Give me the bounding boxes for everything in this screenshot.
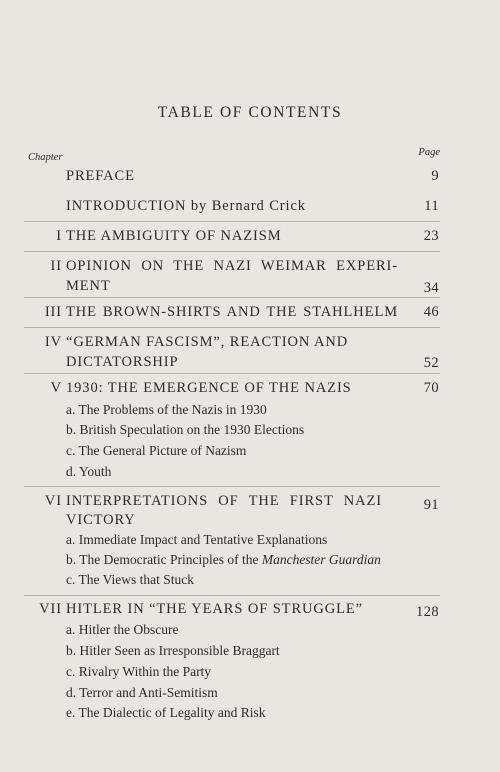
toc-subentry[interactable]: e. The Dialectic of Legality and Risk (66, 705, 266, 720)
page-column-label: Page (418, 147, 440, 158)
toc-subentry[interactable]: d. Terror and Anti-Semitism (66, 685, 218, 700)
toc-subentry[interactable]: d. Youth (66, 464, 112, 479)
entry-page: 11 (424, 198, 439, 214)
toc-subentry[interactable]: b. British Speculation on the 1930 Elections (66, 422, 305, 437)
chapter-number: I (56, 228, 62, 244)
chapter-number: III (44, 304, 62, 320)
divider (24, 486, 440, 487)
toc-subentry[interactable]: c. The General Picture of Nazism (66, 443, 247, 458)
chapter-number: V (50, 380, 62, 396)
page-title: TABLE OF CONTENTS (157, 104, 343, 121)
chapter-number: IV (44, 334, 62, 350)
entry-title-line-2: VICTORY (66, 512, 136, 528)
chapter-number: VI (44, 493, 62, 509)
entry-title-line-1: “GERMAN FASCISM”, REACTION AND (66, 334, 349, 350)
toc-subentry[interactable] (66, 549, 381, 571)
chapter-number: II (50, 258, 62, 274)
entry-page: 34 (423, 280, 439, 296)
entry-title: HITLER IN “THE YEARS OF STRUGGLE” (66, 601, 363, 617)
entry-title-line-2: MENT (66, 278, 111, 294)
divider (24, 595, 440, 596)
toc-subentry[interactable]: a. Immediate Impact and Tentative Explanations (66, 532, 328, 547)
entry-page: 9 (431, 168, 439, 184)
subentry-text: b. The Democratic Principles of the (66, 552, 259, 567)
chapter-number: VII (39, 601, 62, 617)
divider (24, 221, 440, 222)
newspaper-title: Manchester Guardian (261, 552, 381, 567)
divider (24, 251, 440, 252)
toc-subentry[interactable]: a. Hitler the Obscure (66, 622, 179, 637)
toc-subentry[interactable]: a. The Problems of the Nazis in 1930 (66, 402, 267, 417)
entry-title-line-1: OPINION ON THE NAZI WEIMAR EXPERI- (66, 258, 398, 274)
entry-title: THE AMBIGUITY OF NAZISM (66, 228, 282, 244)
entry-title: INTRODUCTION by Bernard Crick (66, 198, 306, 214)
entry-page: 91 (423, 497, 439, 513)
toc-subentry[interactable]: c. Rivalry Within the Party (66, 664, 212, 679)
entry-title-line-1: INTERPRETATIONS OF THE FIRST NAZI (66, 493, 382, 509)
entry-title-line-2: DICTATORSHIP (66, 354, 179, 370)
divider (24, 297, 440, 298)
entry-title: THE BROWN-SHIRTS AND THE STAHLHELM (66, 304, 398, 320)
entry-page: 70 (423, 380, 439, 396)
entry-title: 1930: THE EMERGENCE OF THE NAZIS (66, 380, 352, 396)
entry-page: 128 (416, 604, 439, 620)
toc-subentry[interactable]: b. Hitler Seen as Irresponsible Braggart (66, 643, 280, 658)
toc-subentry[interactable]: c. The Views that Stuck (66, 572, 195, 587)
entry-page: 52 (423, 355, 439, 371)
divider (24, 373, 440, 374)
divider (24, 327, 440, 328)
chapter-column-label: Chapter (28, 152, 63, 163)
entry-page: 23 (423, 228, 439, 244)
entry-page: 46 (423, 304, 439, 320)
entry-title: PREFACE (66, 168, 135, 184)
